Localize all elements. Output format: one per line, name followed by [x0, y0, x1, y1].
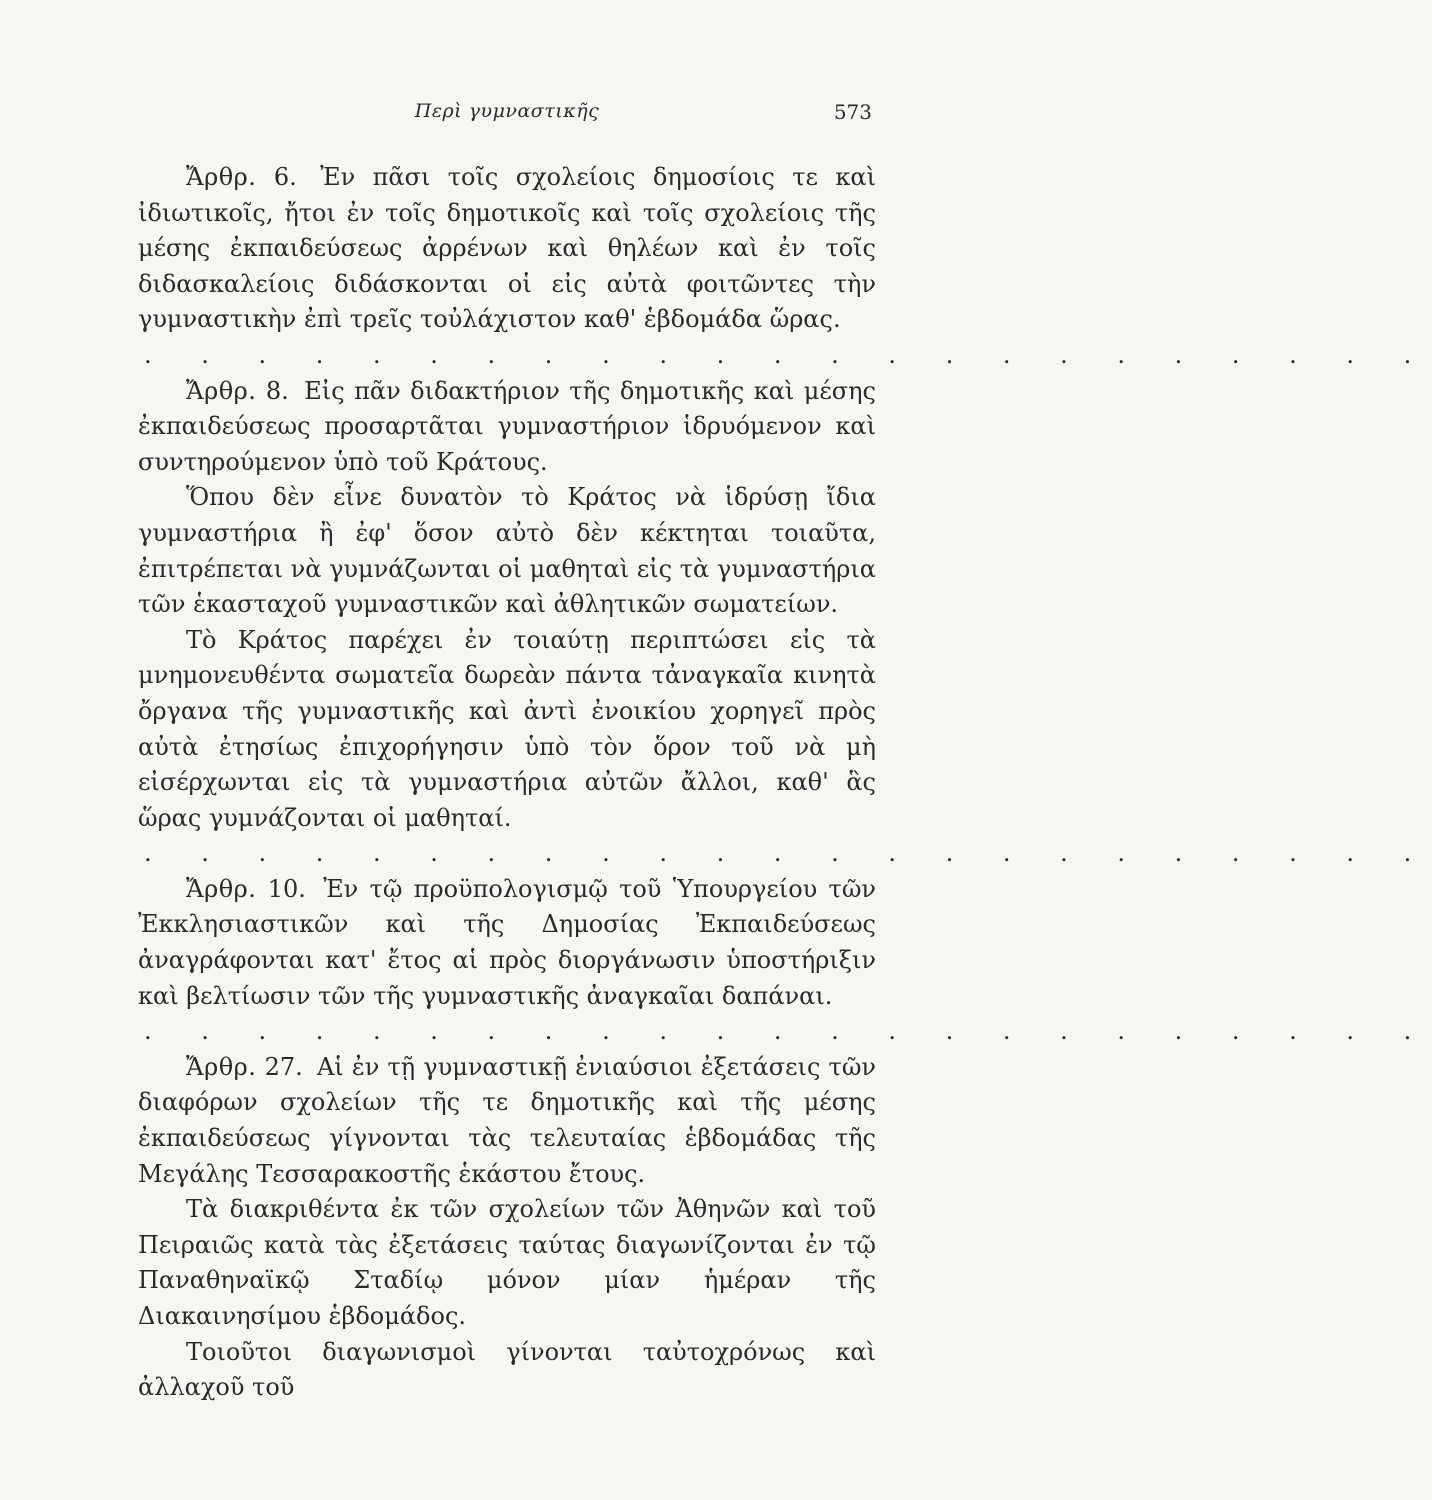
running-title: Περὶ γυμναστικῆς — [414, 100, 600, 122]
article-number: 6. — [273, 163, 297, 191]
article-10-paragraph — [138, 872, 876, 1014]
article-number: 27. — [264, 1052, 303, 1081]
article-27-paragraph — [138, 1050, 876, 1192]
article-number: 10. — [267, 874, 306, 903]
article-text: Αἱ ἐν τῇ γυμναστικῇ ἐνιαύσιοι ἐξετάσεις τῶν διαφόρων σχολείων τῆς τε δημοτικῆς καὶ τῆς μέσης ἐκπαιδεύσεως γίγνονται τὰς τελευταίας ἑβδομάδας τῆς Μεγάλης Τεσσαρακοστῆς ἑκάστου ἔτους. — [138, 1052, 876, 1188]
article-label: Ἄρθρ. — [186, 874, 257, 903]
article-text: Εἰς πᾶν διδακτήριον τῆς δημοτικῆς καὶ μέσης ἐκπαιδεύσεως προσαρτᾶται γυμναστήριον ἱδρυόμενον καὶ συντηρούμενον ὑπὸ τοῦ Κράτους. — [138, 376, 876, 476]
article-label: Ἄρθρ. — [186, 1052, 257, 1081]
page-number: 573 — [833, 100, 872, 124]
article-8-paragraph-2: Ὅπου δὲν εἶνε δυνατὸν τὸ Κράτος νὰ ἱδρύσῃ ἴδια γυμναστήρια ἢ ἐφ' ὅσον αὐτὸ δὲν κέκτηται τοιαῦτα, ἐπιτρέπεται νὰ γυμνάζωνται οἱ μαθηταὶ εἰς τὰ γυμναστήρια τῶν ἑκασταχοῦ γυμναστικῶν καὶ ἀθλητικῶν σωματείων. — [138, 483, 876, 619]
article-text: Ἐν τῷ προϋπολογισμῷ τοῦ Ὑπουργείου τῶν Ἐκκλησιαστικῶν καὶ τῆς Δημοσίας Ἐκπαιδεύσεως ἀναγράφονται κατ' ἔτος αἱ πρὸς διοργάνωσιν ὑποστήριξιν καὶ βελτίωσιν τῶν τῆς γυμναστικῆς ἀναγκαῖαι δαπάναι. — [138, 874, 876, 1010]
body-text — [138, 160, 1432, 1406]
article-number: 8. — [265, 376, 289, 405]
article-text: Ἐν πᾶσι τοῖς σχολείοις δημοσίοις τε καὶ ἰδιωτικοῖς, ἤτοι ἐν τοῖς δημοτικοῖς καὶ τοῖς σχολείοις τῆς μέσης ἐκπαιδεύσεως ἀρρένων καὶ θηλέων καὶ ἐν τοῖς διδασκαλείοις διδάσκονται οἱ εἰς αὐτὰ φοιτῶντες τὴν γυμναστικὴν ἐπὶ τρεῖς τοὐλάχιστον καθ' ἑβδομάδα ὥρας. — [138, 163, 876, 334]
running-head — [138, 100, 876, 130]
article-8-paragraph-3: Τὸ Κράτος παρέχει ἐν τοιαύτῃ περιπτώσει εἰς τὰ μνημονευθέντα σωματεῖα δωρεὰν πάντα τἀναγκαῖα κινητὰ ὄργανα τῆς γυμναστικῆς καὶ ἀντὶ ἐνοικίου χορηγεῖ πρὸς αὐτὰ ἐτησίως ἐπιχορήγησιν ὑπὸ τὸν ὅρον τοῦ νὰ μὴ εἰσέρχωνται εἰς τὰ γυμναστήρια αὐτῶν ἄλλοι, καθ' ἃς ὥρας γυμνάζονται οἱ μαθηταί. — [138, 625, 876, 832]
article-label: Ἄρθρ. — [186, 376, 257, 405]
article-6-paragraph — [138, 160, 876, 338]
elision-dots: . . . . . . . . . . . . . . . . . . . . . . . — [144, 839, 1432, 868]
elision-dots: . . . . . . . . . . . . . . . . . . . . . . . — [144, 340, 1432, 369]
article-label: Ἄρθρ. — [186, 163, 257, 191]
article-8-paragraph — [138, 374, 876, 481]
article-27-paragraph-3: Τοιοῦτοι διαγωνισμοὶ γίνονται ταὐτοχρόνως καὶ ἀλλαχοῦ τοῦ — [138, 1337, 876, 1402]
elision-dots: . . . . . . . . . . . . . . . . . . . . . . . — [144, 1017, 1432, 1046]
article-27-paragraph-2: Τὰ διακριθέντα ἐκ τῶν σχολείων τῶν Ἀθηνῶν καὶ τοῦ Πειραιῶς κατὰ τὰς ἐξετάσεις ταύτας διαγωνίζονται ἐν τῷ Παναθηναϊκῷ Σταδίῳ μόνον μίαν ἡμέραν τῆς Διακαινησίμου ἑβδομάδος. — [138, 1195, 876, 1330]
